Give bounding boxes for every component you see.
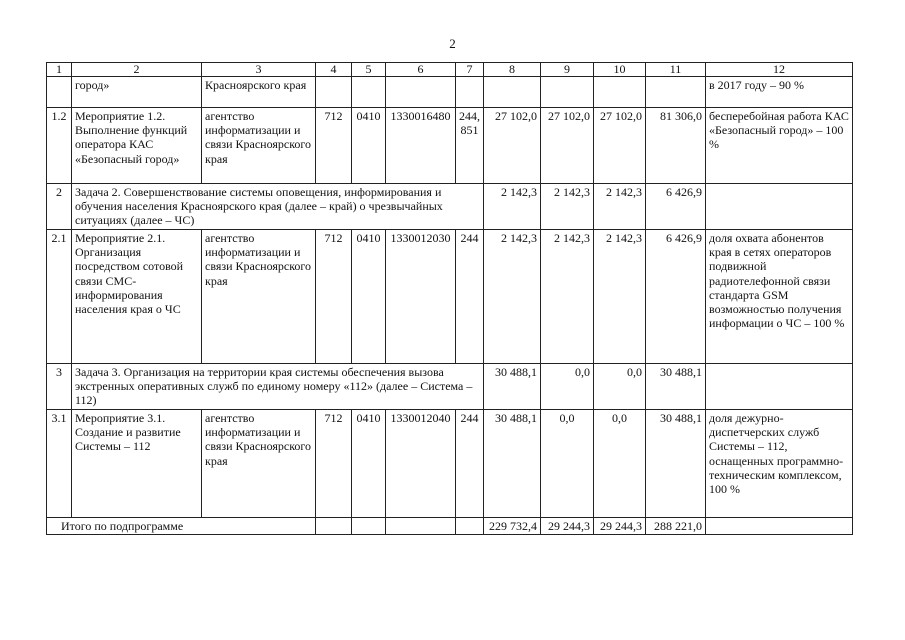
- table-row-2-1: [47, 230, 853, 364]
- column-header: 1: [47, 63, 72, 77]
- amount-2019: 2 142,3: [594, 184, 646, 230]
- page-number: 2: [449, 36, 456, 51]
- row-number: 2.1: [47, 230, 72, 364]
- column-header: 4: [316, 63, 352, 77]
- amount-total: 30 488,1: [646, 364, 706, 410]
- csr-cell: 1330012030: [386, 230, 456, 364]
- table-row-continuation: [47, 77, 853, 108]
- amount-2019: 0,0: [594, 410, 646, 518]
- vr-cell: 244: [456, 230, 484, 364]
- subprogram-table: [46, 62, 853, 535]
- column-header: 2: [72, 63, 202, 77]
- amount-2018: 27 102,0: [541, 108, 594, 184]
- indicator-cell: доля дежурно-диспетчерских служб Системы – 112, оснащенных программно-техническим комплексом, 100 %: [706, 410, 853, 518]
- amount-2018: 0,0: [541, 410, 594, 518]
- column-header: 10: [594, 63, 646, 77]
- amount-2017: 27 102,0: [484, 108, 541, 184]
- amount-2017: 30 488,1: [484, 364, 541, 410]
- total-label: Итого по подпрограмме: [47, 518, 316, 535]
- amount-total: 288 221,0: [646, 518, 706, 535]
- row-number: 3: [47, 364, 72, 410]
- csr-cell: 1330016480: [386, 108, 456, 184]
- executor-cell: агентство информатизации и связи Красноярского края: [202, 230, 316, 364]
- indicator-cell: бесперебойная работа КАС «Безопасный город» – 100 %: [706, 108, 853, 184]
- amount-2017: 30 488,1: [484, 410, 541, 518]
- column-header: 11: [646, 63, 706, 77]
- row-number: 3.1: [47, 410, 72, 518]
- grbs-cell: 712: [316, 230, 352, 364]
- column-header: 9: [541, 63, 594, 77]
- column-header: 7: [456, 63, 484, 77]
- indicator-cell: доля охвата абонентов края в сетях операторов подвижной радиотелефонной связи стандарта GSM возможностью получения информации о ЧС – 100 %: [706, 230, 853, 364]
- task-cell: Задача 3. Организация на территории края системы обеспечения вызова экстренных оперативных служб по единому номеру «112» (далее – Система – 112): [72, 364, 484, 410]
- amount-2018: 2 142,3: [541, 184, 594, 230]
- amount-2019: 0,0: [594, 364, 646, 410]
- column-header: 8: [484, 63, 541, 77]
- rzpr-cell: 0410: [352, 230, 386, 364]
- amount-total: 6 426,9: [646, 184, 706, 230]
- amount-2019: 29 244,3: [594, 518, 646, 535]
- grbs-cell: 712: [316, 108, 352, 184]
- amount-total: 30 488,1: [646, 410, 706, 518]
- amount-2017: 2 142,3: [484, 230, 541, 364]
- rzpr-cell: 0410: [352, 410, 386, 518]
- amount-2019: 2 142,3: [594, 230, 646, 364]
- csr-cell: 1330012040: [386, 410, 456, 518]
- vr-cell: 244: [456, 410, 484, 518]
- event-cell: Мероприятие 3.1. Создание и развитие Системы – 112: [72, 410, 202, 518]
- executor-cell: Красноярского края: [202, 77, 316, 108]
- indicator-cell: в 2017 году – 90 %: [706, 77, 853, 108]
- column-header: 3: [202, 63, 316, 77]
- table-row-task-3: [47, 364, 853, 410]
- vr-cell: 244, 851: [456, 108, 484, 184]
- amount-total: 81 306,0: [646, 108, 706, 184]
- task-cell: Задача 2. Совершенствование системы оповещения, информирования и обучения населения Красноярского края (далее – край) о чрезвычайных ситуациях (далее – ЧС): [72, 184, 484, 230]
- amount-total: 6 426,9: [646, 230, 706, 364]
- amount-2018: 29 244,3: [541, 518, 594, 535]
- executor-cell: агентство информатизации и связи Красноярского края: [202, 410, 316, 518]
- rzpr-cell: 0410: [352, 108, 386, 184]
- column-numbers-row: [47, 63, 853, 77]
- executor-cell: агентство информатизации и связи Красноярского края: [202, 108, 316, 184]
- table-row-3-1: [47, 410, 853, 518]
- row-number: 1.2: [47, 108, 72, 184]
- column-header: 12: [706, 63, 853, 77]
- amount-2017: 2 142,3: [484, 184, 541, 230]
- event-cell: Мероприятие 2.1. Организация посредством сотовой связи СМС-информирования населения края о ЧС: [72, 230, 202, 364]
- column-header: 5: [352, 63, 386, 77]
- table-row-total: [47, 518, 853, 535]
- table-row-task-2: [47, 184, 853, 230]
- amount-2018: 2 142,3: [541, 230, 594, 364]
- event-cell: Мероприятие 1.2. Выполнение функций оператора КАС «Безопасный город»: [72, 108, 202, 184]
- column-header: 6: [386, 63, 456, 77]
- event-cell: город»: [72, 77, 202, 108]
- amount-2019: 27 102,0: [594, 108, 646, 184]
- amount-2018: 0,0: [541, 364, 594, 410]
- row-number: 2: [47, 184, 72, 230]
- grbs-cell: 712: [316, 410, 352, 518]
- table-row-1-2: [47, 108, 853, 184]
- amount-2017: 229 732,4: [484, 518, 541, 535]
